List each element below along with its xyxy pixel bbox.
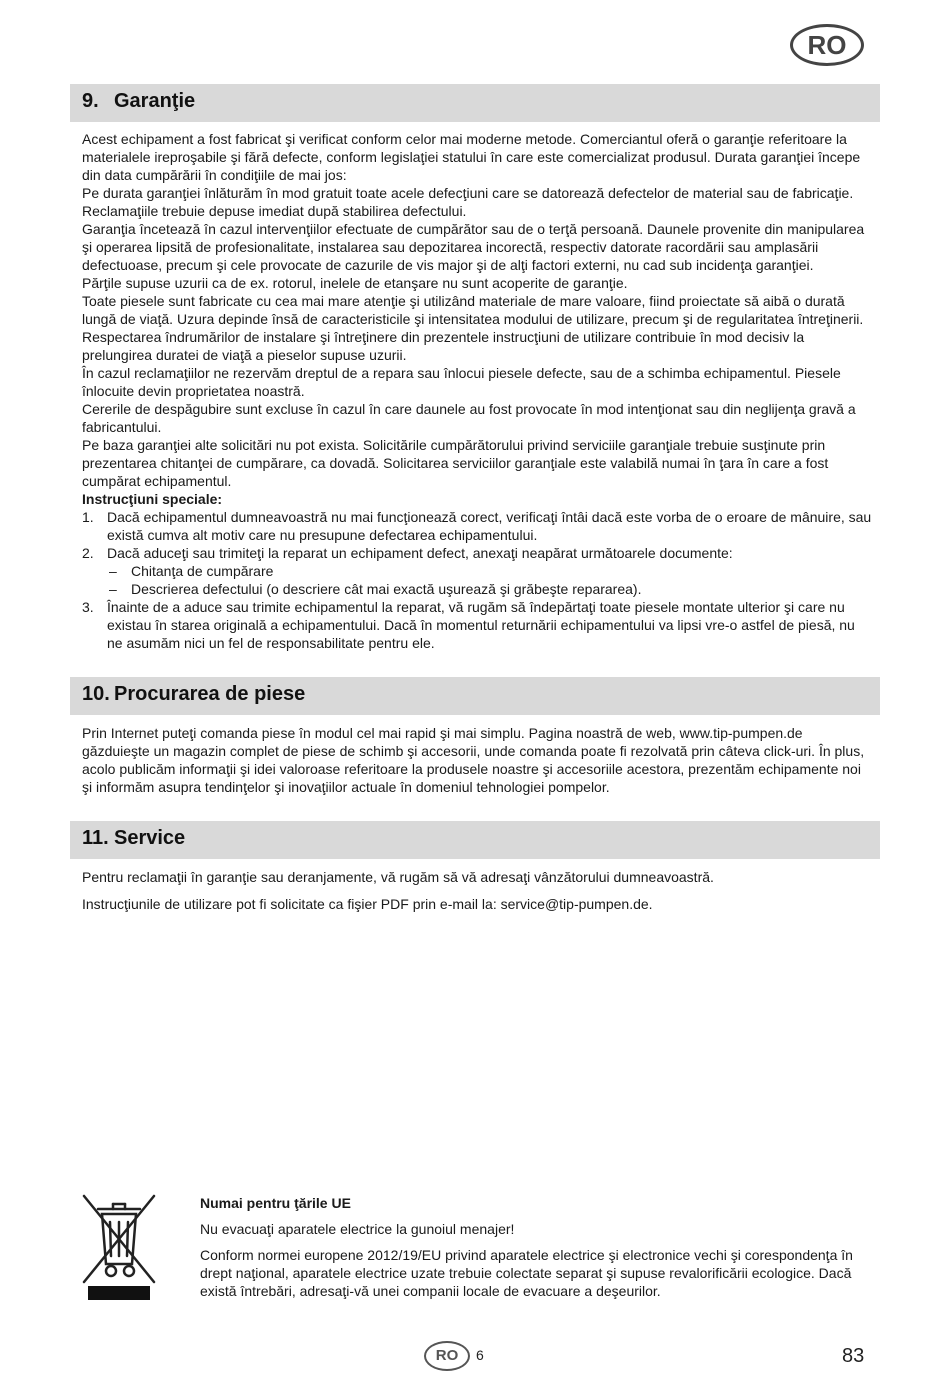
language-badge: RO <box>790 24 864 66</box>
section-header-service <box>70 821 880 859</box>
dash-marker: – <box>109 581 117 597</box>
special-instructions-list <box>82 508 872 652</box>
dash-marker: – <box>109 563 117 579</box>
list-marker: 2. <box>82 545 94 561</box>
paragraph: Pentru reclamaţii în garanţie sau deranjamente, vă rugăm să vă adresaţi vânzătorului dumneavoastră. <box>82 869 714 885</box>
list-item-text: Dacă echipamentul dumneavoastră nu mai funcţionează corect, verificaţi întâi dacă este vorba de o eroare de mânuire, sau există cumva alt motiv care nu presupune defectarea echipamentului. <box>107 509 872 543</box>
list-item-text: Înainte de a aduce sau trimite echipamentul la reparat, vă rugăm să îndepărtaţi toate piesele montate ulterior şi care nu existau în starea originală a echipamentului. Dacă în momentul returnării echipamentului va lipsi vre-o astfel de piesă, nu ne asumăm nici un fel de responsabilitate pentru ele. <box>107 599 855 651</box>
paragraph: Pe durata garanţiei înlăturăm în mod gratuit toate acele defecţiuni care se datorează defectelor de material sau de fabricaţie. Reclamaţiile trebuie depuse imediat după stabilirea defectului. <box>82 185 854 219</box>
list-item <box>82 544 872 598</box>
paragraph: Toate piesele sunt fabricate cu cea mai mare atenţie şi utilizând materiale de mare valoare, fiind proiectate să aibă o durată lungă de viaţă. Uzura depinde însă de caracteristicile şi intensitatea modului de utilizare, precum şi de regularitatea întreţinerii. Respectarea îndrumărilor de instalare şi întreţinere din prezentele instrucţiuni de utilizare contribuie în mod decisiv la prelungirea duratei de viaţă a pieselor supuse uzurii. <box>82 293 864 363</box>
paragraph: Garanţia încetează în cazul intervenţiilor efectuate de cumpărător sau de o terţă persoană. Daunele provenite din manipularea şi operarea lipsită de profesionalitate, instalarea sau depozitarea incorectă, respectiv datorate racordării sau amplasării defectuoase, precum şi cele provocate de cazurile de vis major şi de alţi factori externi, nu cad sub incidenţa garanţiei. <box>82 221 865 273</box>
sublist-item-text: Descrierea defectului (o descriere cât mai exactă uşurează şi grăbeşte repararea). <box>131 581 642 597</box>
special-instructions-heading: Instrucţiuni speciale: <box>82 491 223 507</box>
paragraph: În cazul reclamaţiilor ne rezervăm dreptul de a repara sau înlocui piesele defecte, sau de a schimba echipamentul. Piesele înlocuite devin proprietatea noastră. <box>82 365 841 399</box>
list-marker: 1. <box>82 509 94 525</box>
eu-notice-heading: Numai pentru ţările UE <box>200 1195 351 1211</box>
paragraph: Instrucţiunile de utilizare pot fi solicitate ca fişier PDF prin e-mail la: service@tip-pumpen.de. <box>82 896 653 912</box>
footer-language-badge: RO <box>424 1341 470 1371</box>
paragraph: Cererile de despăgubire sunt excluse în cazul în care daunele au fost provocate în mod intenţionat sau din neglijenţa gravă a fabricantului. <box>82 401 856 435</box>
warranty-text <box>82 130 872 652</box>
section-title: Procurarea de piese <box>114 683 306 705</box>
section-title: Garanţie <box>114 90 196 112</box>
list-item <box>82 508 872 544</box>
footer-sub-page: 6 <box>476 1347 484 1363</box>
sublist-item-text: Chitanţa de cumpărare <box>131 563 274 579</box>
list-marker: 3. <box>82 599 94 615</box>
section-header-parts <box>70 677 880 715</box>
list-item <box>82 598 872 652</box>
paragraph: Părţile supuse uzurii ca de ex. rotorul, inelele de etanşare nu sunt acoperite de garanţie. <box>82 275 628 291</box>
paragraph: Nu evacuaţi aparatele electrice la gunoiul menajer! <box>200 1221 515 1237</box>
paragraph: Conform normei europene 2012/19/EU privind aparatele electrice şi electronice vechi şi corespondenţa în drept naţional, aparatele electrice uzate trebuie colectate separat şi supuse revalorificării ecologice. Dacă există întrebări, adresaţi-vă unei companii locale de evacuare a deşeurilor. <box>200 1247 853 1299</box>
list-item-text: Dacă aduceţi sau trimiteţi la reparat un echipament defect, anexaţi neapărat următoarele documente: <box>107 545 733 561</box>
documents-sublist <box>107 562 872 598</box>
eu-disposal-notice <box>200 1194 860 1300</box>
sublist-item <box>107 580 872 598</box>
paragraph: Acest echipament a fost fabricat şi verificat conform celor mai moderne metode. Comerciantul oferă o garanţie referitoare la materialele ireproşabile şi fără defecte, conform legislaţiei statului în care este comercializat produsul. Durata garanţiei începe din data cumpărării în condiţiile de mai jos: <box>82 131 861 183</box>
page-number: 83 <box>842 1345 865 1367</box>
parts-text <box>82 724 872 796</box>
paragraph: Prin Internet puteţi comanda piese în modul cel mai rapid şi mai simplu. Pagina noastră de web, www.tip-pumpen.de găzduieşte un magazin complet de piese de schimb şi accesorii, unde comanda poate fi rezolvată prin câteva click-uri. În plus, acolo publicăm informaţii şi idei valoroase referitoare la produsele noastre şi accesoriile acestora, prezentăm echipamente noi şi informăm asupra tendinţelor şi inovaţiilor actuale în domeniul tehnologiei pompelor. <box>82 725 865 795</box>
crossed-out-wheelie-bin-icon <box>80 1192 158 1302</box>
section-title: Service <box>114 827 186 849</box>
sublist-item <box>107 562 872 580</box>
section-number: 9. <box>82 90 99 112</box>
section-header-warranty <box>70 84 880 122</box>
paragraph: Pe baza garanţiei alte solicitări nu pot exista. Solicitările cumpărătorului privind serviciile garanţiale trebuie susţinute prin prezentarea chitanţei de cumpărare, ca dovadă. Solicitarea serviciilor garanţiale este valabilă numai în ţara în care a fost cumpărat echipamentul. <box>82 437 829 489</box>
service-text <box>82 868 872 913</box>
section-number: 10. <box>82 683 110 705</box>
section-number: 11. <box>82 827 109 849</box>
